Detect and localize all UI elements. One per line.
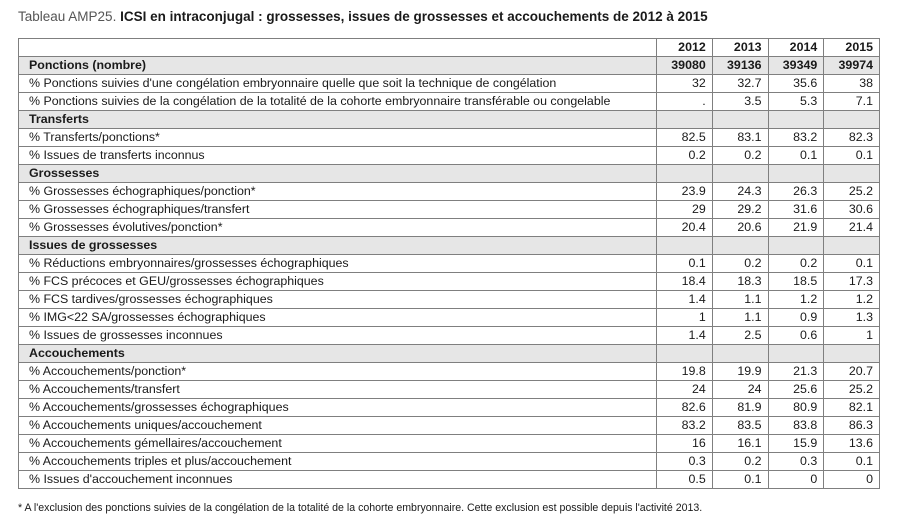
row-label: % FCS précoces et GEU/grossesses échographiques [19,273,657,291]
value-cell: 0.2 [712,255,768,273]
value-cell: 19.8 [657,363,713,381]
row-label: % FCS tardives/grossesses échographiques [19,291,657,309]
row-label: % Accouchements/grossesses échographiques [19,399,657,417]
row-label: % Accouchements uniques/accouchement [19,417,657,435]
row-label: % Grossesses échographiques/transfert [19,201,657,219]
value-cell: 0.2 [712,453,768,471]
value-cell: 3.5 [712,93,768,111]
value-cell: 1.4 [657,291,713,309]
value-cell: 0.1 [768,147,824,165]
value-cell: 86.3 [824,417,880,435]
value-cell: 13.6 [824,435,880,453]
value-cell [768,111,824,129]
header-label-cell [19,39,657,57]
table-row [19,183,880,201]
value-cell: 15.9 [768,435,824,453]
value-cell: 1.4 [657,327,713,345]
table-row [19,309,880,327]
value-cell: 0.3 [768,453,824,471]
data-table [18,38,880,489]
value-cell: 39080 [657,57,713,75]
value-cell: 18.3 [712,273,768,291]
section-row [19,165,880,183]
value-cell: 83.2 [657,417,713,435]
row-label: % Issues de transferts inconnus [19,147,657,165]
value-cell: 0.1 [712,471,768,489]
table-row [19,291,880,309]
table-title-main: ICSI en intraconjugal : grossesses, issues de grossesses et accouchements de 2012 à 2015 [120,9,708,24]
value-cell: 1.1 [712,309,768,327]
value-cell: 35.6 [768,75,824,93]
value-cell: 19.9 [712,363,768,381]
value-cell [824,345,880,363]
value-cell [657,111,713,129]
value-cell: 25.6 [768,381,824,399]
table-row [19,399,880,417]
value-cell: 38 [824,75,880,93]
value-cell: 83.1 [712,129,768,147]
section-row [19,237,880,255]
value-cell: 82.3 [824,129,880,147]
value-cell: 83.2 [768,129,824,147]
row-label: % Issues de grossesses inconnues [19,327,657,345]
value-cell: 32.7 [712,75,768,93]
table-row [19,129,880,147]
table-row [19,453,880,471]
value-cell: 0.9 [768,309,824,327]
table-title-prefix: Tableau AMP25. [18,9,117,24]
value-cell [712,345,768,363]
value-cell [712,237,768,255]
table-row [19,435,880,453]
value-cell: 0.2 [657,147,713,165]
table-row [19,219,880,237]
value-cell: 82.1 [824,399,880,417]
value-cell: 21.9 [768,219,824,237]
value-cell: 0.1 [824,255,880,273]
value-cell: 21.3 [768,363,824,381]
header-year: 2012 [657,39,713,57]
value-cell [657,345,713,363]
row-label: % Accouchements gémellaires/accouchement [19,435,657,453]
row-label: % Ponctions suivies de la congélation de la totalité de la cohorte embryonnaire transférable ou congelable [19,93,657,111]
value-cell: 83.5 [712,417,768,435]
value-cell [712,111,768,129]
row-label: % Issues d'accouchement inconnues [19,471,657,489]
table-header-row [19,39,880,57]
header-year: 2013 [712,39,768,57]
table-row [19,381,880,399]
value-cell: 82.5 [657,129,713,147]
value-cell: 16.1 [712,435,768,453]
section-row [19,345,880,363]
row-label: % Grossesses échographiques/ponction* [19,183,657,201]
value-cell [768,165,824,183]
value-cell: 0.2 [768,255,824,273]
table-row [19,201,880,219]
value-cell: 0.5 [657,471,713,489]
value-cell: 0.6 [768,327,824,345]
row-label: % Grossesses évolutives/ponction* [19,219,657,237]
table-row [19,471,880,489]
table-row [19,417,880,435]
value-cell [657,165,713,183]
value-cell: 25.2 [824,183,880,201]
value-cell: 1.3 [824,309,880,327]
value-cell: 17.3 [824,273,880,291]
value-cell: 29 [657,201,713,219]
value-cell: 20.6 [712,219,768,237]
value-cell: 0.1 [824,147,880,165]
value-cell: 1.1 [712,291,768,309]
value-cell: . [657,93,713,111]
value-cell: 39136 [712,57,768,75]
value-cell: 80.9 [768,399,824,417]
value-cell: 24.3 [712,183,768,201]
section-label: Accouchements [19,345,657,363]
value-cell: 20.7 [824,363,880,381]
value-cell [657,237,713,255]
value-cell [712,165,768,183]
value-cell: 20.4 [657,219,713,237]
value-cell [824,111,880,129]
section-label: Grossesses [19,165,657,183]
header-year: 2014 [768,39,824,57]
value-cell: 0 [824,471,880,489]
table-row [19,273,880,291]
table-body [19,57,880,489]
table-row [19,327,880,345]
value-cell: 32 [657,75,713,93]
table-row [19,93,880,111]
row-label: % Transferts/ponctions* [19,129,657,147]
value-cell: 21.4 [824,219,880,237]
value-cell [768,345,824,363]
value-cell: 18.5 [768,273,824,291]
row-label: % Accouchements triples et plus/accouchement [19,453,657,471]
value-cell: 25.2 [824,381,880,399]
footnote: * A l'exclusion des ponctions suivies de la congélation de la totalité de la cohorte embryonnaire. Cette exclusion est possible depuis l'activité 2013. [18,502,703,514]
row-label: % Réductions embryonnaires/grossesses échographiques [19,255,657,273]
row-label: % Accouchements/ponction* [19,363,657,381]
value-cell: 30.6 [824,201,880,219]
value-cell: 23.9 [657,183,713,201]
table-row [19,147,880,165]
section-label: Ponctions (nombre) [19,57,657,75]
value-cell: 24 [712,381,768,399]
value-cell: 82.6 [657,399,713,417]
value-cell: 0 [768,471,824,489]
value-cell [824,237,880,255]
value-cell: 81.9 [712,399,768,417]
value-cell: 1 [824,327,880,345]
value-cell: 0.1 [657,255,713,273]
value-cell: 7.1 [824,93,880,111]
value-cell [768,237,824,255]
table-row [19,255,880,273]
value-cell [824,165,880,183]
header-year: 2015 [824,39,880,57]
value-cell: 5.3 [768,93,824,111]
value-cell: 39349 [768,57,824,75]
table-row [19,75,880,93]
value-cell: 29.2 [712,201,768,219]
value-cell: 18.4 [657,273,713,291]
section-row [19,57,880,75]
section-label: Issues de grossesses [19,237,657,255]
value-cell: 0.3 [657,453,713,471]
section-label: Transferts [19,111,657,129]
table-title [18,9,888,24]
value-cell: 2.5 [712,327,768,345]
value-cell: 31.6 [768,201,824,219]
section-row [19,111,880,129]
row-label: % IMG<22 SA/grossesses échographiques [19,309,657,327]
value-cell: 1.2 [824,291,880,309]
value-cell: 1.2 [768,291,824,309]
value-cell: 0.2 [712,147,768,165]
table-row [19,363,880,381]
value-cell: 1 [657,309,713,327]
value-cell: 16 [657,435,713,453]
row-label: % Accouchements/transfert [19,381,657,399]
value-cell: 26.3 [768,183,824,201]
value-cell: 0.1 [824,453,880,471]
value-cell: 24 [657,381,713,399]
value-cell: 39974 [824,57,880,75]
value-cell: 83.8 [768,417,824,435]
row-label: % Ponctions suivies d'une congélation embryonnaire quelle que soit la technique de congélation [19,75,657,93]
